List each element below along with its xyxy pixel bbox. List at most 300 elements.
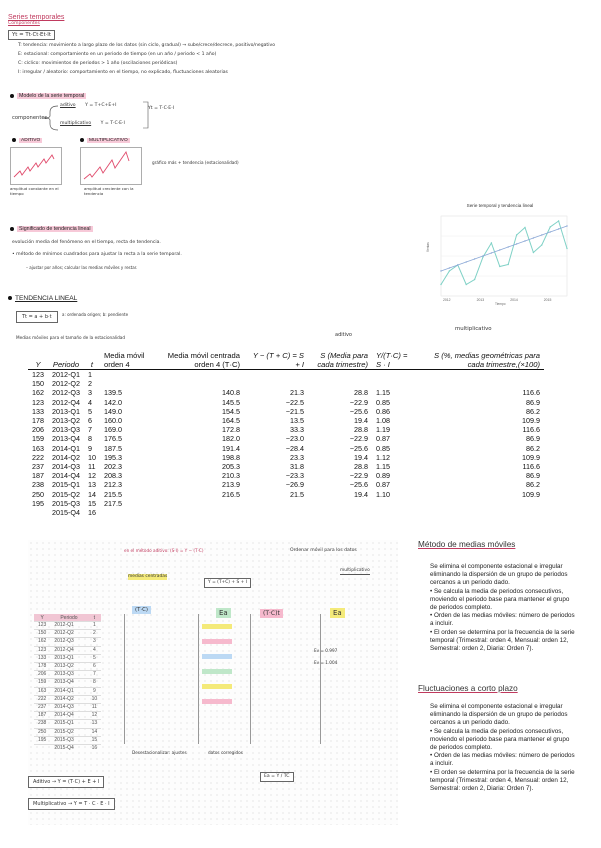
component-line: T: tendencia: movimiento a largo plazo de los datos (sin ciclo, gradual) → sube/crece/decrece, positivo/negativo: [18, 43, 276, 48]
chart-point: [566, 248, 567, 249]
table-cell: 14: [87, 489, 96, 499]
scan-cell: 159: [34, 679, 50, 687]
table-cell: 13.5: [289, 416, 304, 426]
aditivo-sketch: [10, 147, 62, 185]
table-cell: 3: [87, 388, 92, 398]
medias-note: Medias móviles para el tamaño de la estacionalidad: [16, 335, 125, 340]
table-cell: 2014-Q2: [52, 452, 80, 462]
table-cell: 215.5: [103, 489, 122, 499]
col-s-mult: S (%, medias geométricas para cada trimestre,(×100): [434, 351, 540, 369]
scan-cell: 2013-Q4: [50, 679, 87, 687]
table-cell: 10: [87, 452, 96, 462]
table-cell: [372, 370, 418, 380]
table-cell: 31.8: [289, 462, 304, 472]
method-2-line: Se elimina el componente estacional e irregular eliminando la dispersión de un grupo de periodos cercanos a un periodo dado.: [430, 703, 568, 727]
component-line: I: irregular / aleatorio: comportamiento en el tiempo, no explicado, fluctuaciones aleatorias: [18, 70, 228, 75]
table-cell: 2015-Q1: [52, 480, 80, 490]
chart-point: [533, 237, 534, 238]
scan-right-note: Ordenar móvil para los datos: [290, 548, 357, 553]
multiplicative-formula: Y = T·C·E·I: [100, 121, 125, 126]
scan-cell: 4: [88, 646, 102, 654]
model-brace: [40, 104, 60, 132]
scan-row: [34, 663, 101, 671]
chart-x-tick-label: 2015: [543, 298, 552, 302]
scan-cell: 2: [88, 630, 102, 638]
table-cell: 222: [32, 452, 44, 462]
table-cell: 116.6: [522, 388, 540, 398]
scan-cell: 7: [88, 671, 102, 679]
table-cell: 15: [87, 498, 96, 508]
table-cell: [152, 379, 244, 388]
table-cell: −25.6: [349, 443, 368, 453]
table-cell: 208.3: [103, 471, 122, 481]
table-cell: −21.5: [285, 406, 304, 416]
table-cell: 0.85: [375, 397, 390, 407]
multi-caption: amplitud creciente con la tendencia: [84, 186, 134, 196]
col-si-mult: Y/(T·C) = S · I: [375, 351, 408, 369]
bullet-icon: [80, 138, 84, 142]
table-cell: [152, 499, 244, 508]
table-cell: 28.8: [353, 462, 368, 472]
table-cell: 1.15: [375, 462, 390, 472]
scan-mid-label-1: Ev = 0.997: [314, 648, 338, 653]
table-cell: 210.3: [221, 471, 240, 481]
chart-x-tick-label: 2014: [510, 298, 518, 302]
table-cell: 21.3: [289, 388, 304, 398]
scan-formula-box: Y = (T+C) + S + I: [204, 578, 251, 588]
lineal-note: a: ordenada origen; b: pendiente: [62, 312, 129, 317]
table-cell: 2015-Q4: [52, 508, 80, 518]
table-row: [28, 425, 544, 434]
chart-point: [524, 227, 525, 228]
scan-table: [34, 614, 101, 752]
table-cell: 198.8: [221, 452, 240, 462]
chart-point: [474, 279, 475, 280]
chart-point: [482, 255, 483, 256]
scan-bottom-note-1: Desestacionalizar: ajustes: [132, 750, 187, 755]
scan-cell: 15: [88, 736, 102, 744]
chart-point: [558, 220, 559, 221]
table-cell: [244, 370, 308, 380]
scan-cell: 133: [34, 654, 50, 662]
scan-table-body: [34, 622, 101, 753]
scan-cell: 2014-Q4: [50, 712, 87, 720]
col-periodo: Periodo: [52, 359, 80, 369]
table-cell: 86.9: [525, 434, 540, 444]
col-t: t: [90, 359, 94, 369]
scan-aditivo-formula: Aditivo → Y = (T·C) + E + I: [28, 776, 104, 788]
scan-col-e: Ea: [216, 602, 231, 620]
scan-cell: 2012-Q4: [50, 646, 87, 654]
scan-cell: 12: [88, 712, 102, 720]
multiplicative-label: multiplicativo: [60, 121, 92, 126]
table-cell: 0.87: [375, 434, 390, 444]
table-cell: [372, 499, 418, 508]
table-cell: 2013-Q3: [52, 425, 80, 435]
table-cell: 178: [32, 416, 44, 426]
table-cell: 163: [32, 443, 44, 453]
scan-row: [34, 671, 101, 679]
table-cell: 182.0: [221, 434, 240, 444]
scan-row: [34, 720, 101, 728]
scan-cell: 2014-Q1: [50, 687, 87, 695]
chart-point: [491, 242, 492, 243]
chart-point: [440, 284, 441, 285]
table-cell: 2014-Q4: [52, 471, 80, 481]
table-cell: 33.3: [289, 425, 304, 435]
aditivo-box-title: ADITIVO: [12, 138, 42, 143]
scan-cell: 150: [34, 630, 50, 638]
scan-bottom-note-2: datos corregidos: [208, 750, 243, 755]
table-cell: 16: [87, 508, 96, 518]
table-cell: 139.5: [103, 388, 122, 398]
method-1-box: [418, 540, 578, 653]
bullet-icon: [12, 138, 16, 142]
table-cell: 217.5: [103, 498, 122, 508]
table-cell: 1.08: [375, 416, 390, 426]
table-cell: [244, 508, 308, 517]
scan-tag: multiplicativo: [340, 568, 370, 573]
table-cell: [244, 379, 308, 388]
table-row: [28, 453, 544, 462]
table-cell: 205.3: [221, 462, 240, 472]
table-row: [28, 379, 544, 388]
table-cell: 213.9: [221, 480, 240, 490]
chart-point: [516, 243, 517, 244]
scan-cell: 2013-Q2: [50, 663, 87, 671]
table-cell: [152, 370, 244, 380]
table-cell: −22.5: [285, 397, 304, 407]
scan-row: [34, 704, 101, 712]
table-cell: 13: [87, 480, 96, 490]
scan-ev-formula: Ea = Y / TC: [260, 772, 294, 782]
data-table: [28, 352, 544, 517]
chart-point: [508, 264, 509, 265]
scan-col-periodo: Periodo: [60, 614, 78, 621]
scan-row: [34, 654, 101, 662]
table-cell: 1.19: [375, 425, 390, 435]
table-cell: 86.9: [525, 471, 540, 481]
table-cell: 2013-Q4: [52, 434, 80, 444]
method-2-line: • El orden se determina por la frecuencia de la serie temporal (Trimestral: orden 4, Mensual: orden 12, Semestral: orden 2, Diaria: Orden 7).: [430, 768, 575, 793]
table-cell: [372, 508, 418, 517]
table-cell: −22.9: [349, 471, 368, 481]
table-cell: 2012-Q1: [48, 370, 84, 380]
table-cell: −23.3: [285, 471, 304, 481]
table-cell: 28.8: [353, 425, 368, 435]
chart-point: [566, 225, 567, 226]
scan-col-tc2: (T·C)t: [260, 602, 283, 620]
table-cell: −26.9: [285, 480, 304, 490]
table-cell: 191.4: [221, 443, 240, 453]
trend-section-title: Significado de tendencia lineal: [10, 226, 93, 232]
table-cell: 116.6: [522, 462, 540, 472]
middle-note: gráfico más + tendencia (estacionalidad): [152, 160, 239, 165]
method-2-title: Fluctuaciones a corto plazo: [418, 684, 518, 693]
scan-row: [34, 630, 101, 638]
trend-line-1: evolución media del fenómeno en el tiempo, recta de tendencia.: [12, 240, 161, 245]
table-cell: −23.0: [285, 434, 304, 444]
chart-point: [558, 228, 559, 229]
scan-row: [34, 646, 101, 654]
method-2-line: • Se calcula la media de periodos consecutivos, moviendo el periodo base para mantener el grupo de periodos completo.: [430, 727, 570, 752]
scan-row: [34, 622, 101, 630]
table-cell: 21.5: [289, 489, 304, 499]
trend-chart: [425, 200, 575, 310]
table-row: [28, 471, 544, 480]
table-cell: 1.10: [375, 489, 390, 499]
table-cell: 1.12: [375, 452, 390, 462]
scan-cell: 206: [34, 671, 50, 679]
annot-aditivo: aditivo: [335, 332, 352, 338]
side-bracket: [142, 100, 150, 130]
table-cell: −25.6: [349, 406, 368, 416]
trend-line-2: • método de mínimos cuadrados para ajustar la recta a la serie temporal.: [12, 252, 182, 257]
scan-cell: 13: [88, 720, 102, 728]
additive-model: [60, 103, 117, 109]
scan-cell: 2013-Q1: [50, 654, 87, 662]
table-cell: 86.2: [525, 480, 540, 490]
table-row: [28, 499, 544, 508]
component-lines: [18, 43, 318, 76]
component-line: C: cíclico: movimientos de periodos > 1 año (oscilaciones periódicas): [18, 61, 178, 66]
table-cell: 109.9: [521, 452, 540, 462]
table-cell: 12: [87, 471, 96, 481]
table-cell: 133: [32, 406, 44, 416]
table-cell: 159: [32, 434, 44, 444]
table-cell: [308, 499, 372, 508]
table-cell: 9: [87, 443, 92, 453]
table-cell: 0.87: [375, 480, 390, 490]
table-cell: 142.0: [103, 397, 122, 407]
table-cell: 86.2: [525, 406, 540, 416]
scan-row: [34, 736, 101, 744]
table-cell: [418, 508, 544, 517]
annot-multiplicativo: multiplicativo: [455, 326, 492, 332]
lineal-section-title: TENDENCIA LINEAL: [8, 295, 77, 302]
table-cell: [100, 370, 152, 380]
method-1-line: • Orden de las medias móviles: número de periodos a incluir.: [430, 612, 575, 628]
table-cell: 23.3: [289, 452, 304, 462]
scan-highlights: [202, 624, 232, 704]
scan-cell: 2012-Q3: [50, 638, 87, 646]
table-cell: 19.4: [353, 416, 368, 426]
table-cell: 160.0: [103, 416, 122, 426]
scan-row: [34, 695, 101, 703]
table-row: [28, 480, 544, 489]
scan-cell: 3: [88, 638, 102, 646]
col-mmc4: Media móvil centrada orden 4 (T·C): [167, 351, 240, 369]
chart-x-tick-label: 2013: [476, 298, 485, 302]
table-cell: −22.9: [349, 434, 368, 444]
scan-cell: 195: [34, 736, 50, 744]
table-cell: 2014-Q1: [52, 443, 80, 453]
table-cell: 0.89: [375, 471, 390, 481]
scan-col-y: Y: [40, 614, 44, 621]
components-label: Componentes: [8, 21, 40, 26]
chart-point: [474, 258, 475, 259]
method-2-text: [418, 703, 578, 793]
table-cell: [28, 508, 48, 517]
table-cell: 250: [32, 489, 44, 499]
table-cell: 164.5: [221, 416, 240, 426]
table-cell: 202.3: [103, 462, 122, 472]
method-2-box: [418, 684, 578, 793]
table-cell: −28.4: [285, 443, 304, 453]
table-cell: 86.9: [525, 397, 540, 407]
model-section-title: Modelo de la serie temporal: [10, 93, 86, 99]
multi-sketch: [80, 147, 142, 185]
chart-point: [541, 234, 542, 235]
table-cell: 154.5: [221, 406, 240, 416]
table-cell: 212.3: [103, 480, 122, 490]
table-cell: 109.9: [521, 489, 540, 499]
scan-cell: 250: [34, 728, 50, 736]
table-cell: 2015-Q3: [52, 498, 80, 508]
scan-cell: 238: [34, 720, 50, 728]
table-cell: 28.8: [353, 388, 368, 398]
chart-point: [550, 231, 551, 232]
scan-col-t: t: [93, 614, 96, 621]
scan-cell: 2015-Q2: [50, 728, 87, 736]
table-row: [28, 434, 544, 443]
table-cell: 238: [32, 480, 44, 490]
scan-cell: 123: [34, 622, 50, 630]
component-line: E: estacional: comportamiento en un periodo de tiempo (en un año / periodo < 1 año): [18, 52, 217, 57]
scan-cell: 162: [34, 638, 50, 646]
table-cell: 195: [32, 498, 44, 508]
multiplicative-model: [60, 121, 125, 127]
table-cell: 19.4: [353, 489, 368, 499]
table-cell: [418, 499, 544, 508]
table-cell: 216.5: [221, 489, 240, 499]
method-1-line: • El orden se determina por la frecuencia de la serie temporal (Trimestral: orden 4, Mensual: orden 12, Semestral: orden 2, Diaria: Orden 7).: [430, 628, 575, 653]
table-cell: 206: [32, 425, 44, 435]
table-row: [28, 388, 544, 397]
scan-cell: 2014-Q3: [50, 704, 87, 712]
table-cell: 2013-Q1: [52, 406, 80, 416]
table-cell: 123: [28, 370, 48, 380]
table-cell: [100, 508, 152, 517]
chart-point: [491, 252, 492, 253]
table-cell: 123: [32, 397, 44, 407]
additive-label: aditivo: [60, 103, 76, 108]
side-formula: Yt = T·C·E·I: [148, 106, 175, 111]
table-cell: [152, 508, 244, 517]
table-cell: 0.86: [375, 406, 390, 416]
scan-mm-title: medias centradas: [128, 574, 168, 579]
scan-col-tc: (T·C): [132, 598, 151, 616]
scan-cell: 11: [88, 704, 102, 712]
table-cell: 2014-Q3: [52, 462, 80, 472]
table-row: [28, 444, 544, 453]
scan-col-lines: [124, 614, 394, 744]
chart-point: [524, 240, 525, 241]
table-cell: 8: [87, 434, 92, 444]
col-s-add: S (Media para cada trimestre): [317, 351, 368, 369]
components-word: componentes: [12, 115, 48, 121]
scan-cell: 178: [34, 663, 50, 671]
table-cell: [244, 499, 308, 508]
scan-cell: [34, 745, 50, 753]
table-row: [28, 370, 544, 380]
table-cell: −25.6: [349, 480, 368, 490]
col-y: Y: [35, 359, 41, 369]
table-cell: 195.3: [103, 452, 122, 462]
scan-cell: 6: [88, 663, 102, 671]
col-si-add: Y − (T + C) = S + I: [252, 351, 304, 369]
scan-cell: 10: [88, 695, 102, 703]
table-cell: 176.5: [103, 434, 122, 444]
bullet-icon: [10, 94, 14, 98]
chart-x-tick-label: 2012: [443, 298, 451, 302]
chart-point: [533, 252, 534, 253]
chart-point: [499, 266, 500, 267]
table-cell: 145.5: [221, 397, 240, 407]
table-cell: [372, 379, 418, 388]
table-cell: [308, 508, 372, 517]
chart-point: [499, 249, 500, 250]
chart-title: Serie temporal y tendencia lineal: [466, 203, 534, 208]
table-cell: 86.2: [525, 443, 540, 453]
table-cell: 2012-Q2: [52, 379, 80, 389]
main-formula: Yt = Tt·Ct·Et·It: [8, 30, 55, 40]
table-cell: 2013-Q2: [52, 416, 80, 426]
table-cell: 116.6: [522, 425, 540, 435]
table-cell: 2: [87, 379, 92, 389]
data-table-wrap: [28, 352, 544, 517]
table-cell: 237: [32, 462, 44, 472]
table-cell: 6: [87, 416, 92, 426]
bullet-icon: [8, 296, 12, 300]
scan-cell: 237: [34, 704, 50, 712]
table-cell: 149.0: [103, 406, 122, 416]
method-1-line: • Se calcula la media de periodos consecutivos, moviendo el periodo base para mantener el grupo de periodos completo.: [430, 587, 570, 612]
table-cell: 162: [32, 388, 44, 398]
chart-point: [449, 267, 450, 268]
scan-row: [34, 687, 101, 695]
table-cell: 150: [32, 379, 44, 389]
chart-point: [440, 270, 441, 271]
trend-line-3: – ajustar por años; calcular las medias móviles y restar.: [26, 265, 138, 270]
scan-row: [34, 712, 101, 720]
scan-cell: 9: [88, 687, 102, 695]
table-cell: −22.9: [349, 397, 368, 407]
bullet-icon: [10, 227, 14, 231]
table-cell: 187.5: [103, 443, 122, 453]
scan-cell: 2012-Q1: [50, 622, 87, 630]
table-row: [28, 508, 544, 517]
table-cell: 2012-Q3: [52, 388, 80, 398]
table-cell: 109.9: [521, 416, 540, 426]
table-cell: 2015-Q2: [52, 489, 80, 499]
method-1-line: Se elimina el componente estacional e irregular eliminando la dispersión de un grupo de periodos cercanos a un periodo dado.: [430, 563, 568, 587]
scan-notes: [28, 540, 398, 825]
scan-cell: 163: [34, 687, 50, 695]
table-cell: 4: [87, 397, 92, 407]
chart-ylabel: Ventas: [426, 242, 430, 252]
method-1-text: [418, 563, 578, 653]
scan-row: [34, 745, 101, 753]
table-cell: 187: [32, 471, 44, 481]
scan-row: [34, 728, 101, 736]
scan-cell: 2015-Q3: [50, 736, 87, 744]
table-cell: 11: [87, 462, 96, 472]
scan-cell: 2015-Q1: [50, 720, 87, 728]
scan-cell: 123: [34, 646, 50, 654]
chart-point: [541, 244, 542, 245]
notes-title: Series temporales: [8, 14, 65, 21]
